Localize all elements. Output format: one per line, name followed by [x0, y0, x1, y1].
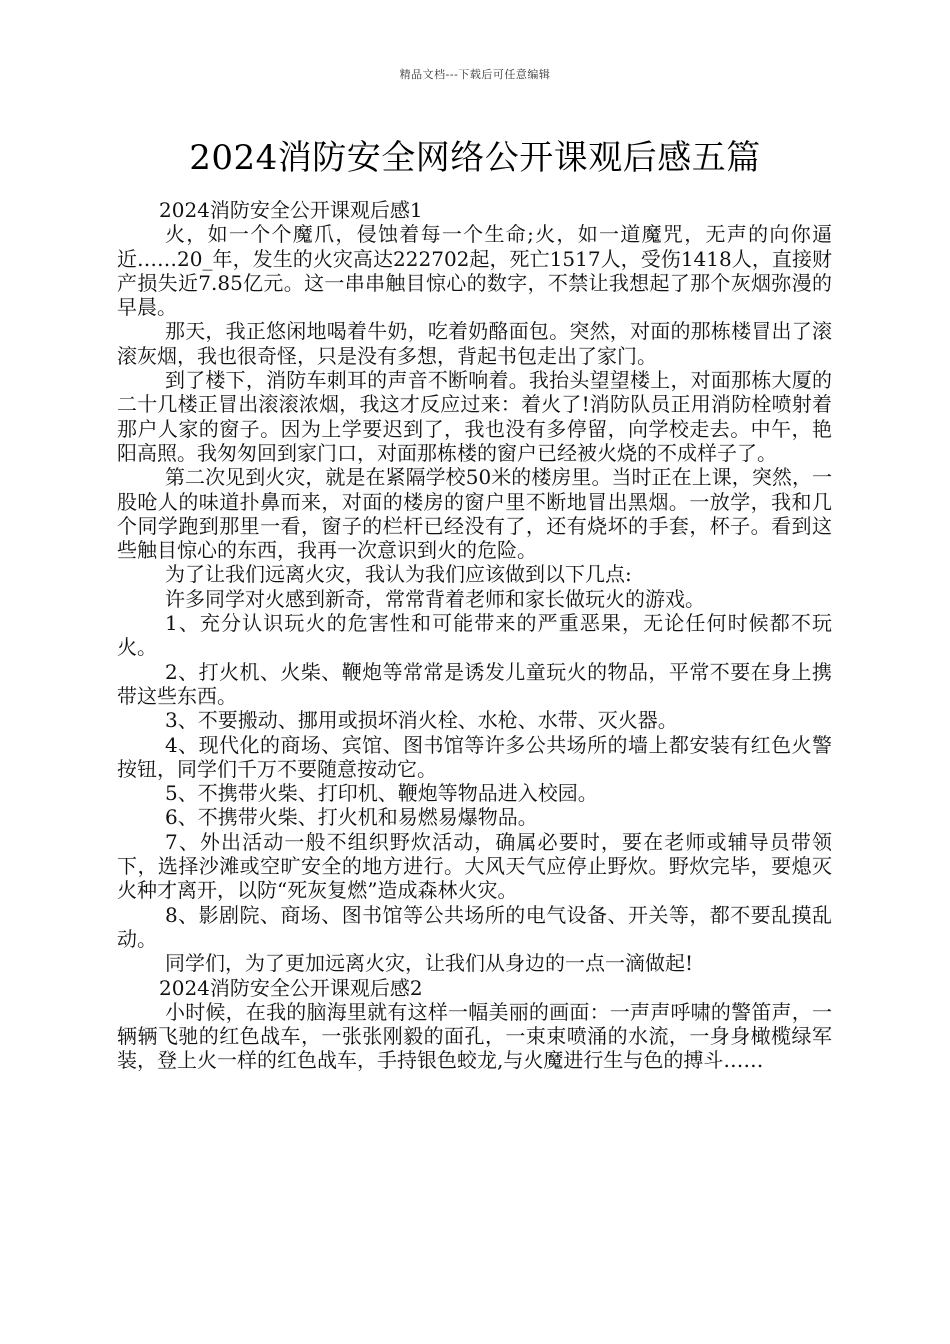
list-item: 4、现代化的商场、宾馆、图书馆等许多公共场所的墙上都安装有红色火警按钮，同学们千万不要随意按动它。: [117, 732, 832, 781]
body-paragraph: 到了楼下，消防车刺耳的声音不断响着。我抬头望望楼上，对面那栋大厦的二十几楼正冒出滚滚浓烟，我这才反应过来：着火了!消防队员正用消防栓喷射着那户人家的窗子。因为上学要迟到了，我也没有多停留，向学校走去。中午，艳阳高照。我匆匆回到家门口，对面那栋楼的窗户已经被火烧的不成样子了。: [117, 368, 832, 465]
body-paragraph: 许多同学对火感到新奇，常常背着老师和家长做玩火的游戏。: [165, 586, 705, 611]
body-paragraph: 第二次见到火灾，就是在紧隔学校50米的楼房里。当时正在上课，突然，一股呛人的味道扑鼻而来，对面的楼房的窗户里不断地冒出黑烟。一放学，我和几个同学跑到那里一看，窗子的栏杆已经没有了，还有烧坏的手套，杯子。看到这些触目惊心的东西，我再一次意识到火的危险。: [117, 465, 832, 563]
body-paragraph: 火，如一个个魔爪，侵蚀着每一个生命;火，如一道魔咒，无声的向你逼近……20_年，发生的火灾高达222702起，死亡1517人，受伤1418人，直接财产损失近7.85亿元。这一串串触目惊心的数字，不禁让我想起了那个灰烟弥漫的早晨。: [117, 222, 832, 320]
list-item: 8、影剧院、商场、图书馆等公共场所的电气设备、开关等，都不要乱摸乱动。: [117, 902, 832, 951]
section-heading: 2024消防安全公开课观后感1: [159, 198, 423, 222]
body-paragraph: 为了让我们远离火灾，我认为我们应该做到以下几点:: [165, 562, 632, 587]
list-item: 7、外出活动一般不组织野炊活动，确属必要时，要在老师或辅导员带领下，选择沙滩或空旷安全的地方进行。大风天气应停止野炊。野炊完毕，要熄灭火种才离开，以防“死灰复燃”造成森林火灾。: [117, 829, 832, 903]
body-paragraph: 小时候，在我的脑海里就有这样一幅美丽的画面：一声声呼啸的警笛声，一辆辆飞驰的红色战车，一张张刚毅的面孔，一束束喷涌的水流，一身身橄榄绿军装，登上火一样的红色战车，手持银色蛟龙,与火魔进行生与色的搏斗……: [117, 999, 832, 1073]
document-title: 2024消防安全网络公开课观后感五篇: [189, 138, 761, 178]
list-item: 5、不携带火柴、打印机、鞭炮等物品进入校园。: [165, 781, 598, 806]
list-item: 2、打火机、火柴、鞭炮等常常是诱发儿童玩火的物品，平常不要在身上携带这些东西。: [117, 659, 832, 708]
body-paragraph: 那天，我正悠闲地喝着牛奶，吃着奶酪面包。突然，对面的那栋楼冒出了滚滚灰烟，我也很奇怪，只是没有多想，背起书包走出了家门。: [117, 319, 832, 368]
header-note: 精品文档---下载后可任意编辑: [399, 68, 551, 81]
list-item: 1、充分认识玩火的危害性和可能带来的严重恶果，无论任何时候都不玩火。: [117, 611, 832, 660]
list-item: 6、不携带火柴、打火机和易燃易爆物品。: [165, 805, 538, 830]
list-item: 3、不要搬动、挪用或损坏消火栓、水枪、水带、灭火器。: [165, 708, 678, 733]
section-heading: 2024消防安全公开课观后感2: [159, 975, 423, 1000]
document-body: [117, 198, 832, 1073]
body-paragraph: 同学们，为了更加远离火灾，让我们从身边的一点一滴做起!: [165, 951, 694, 976]
